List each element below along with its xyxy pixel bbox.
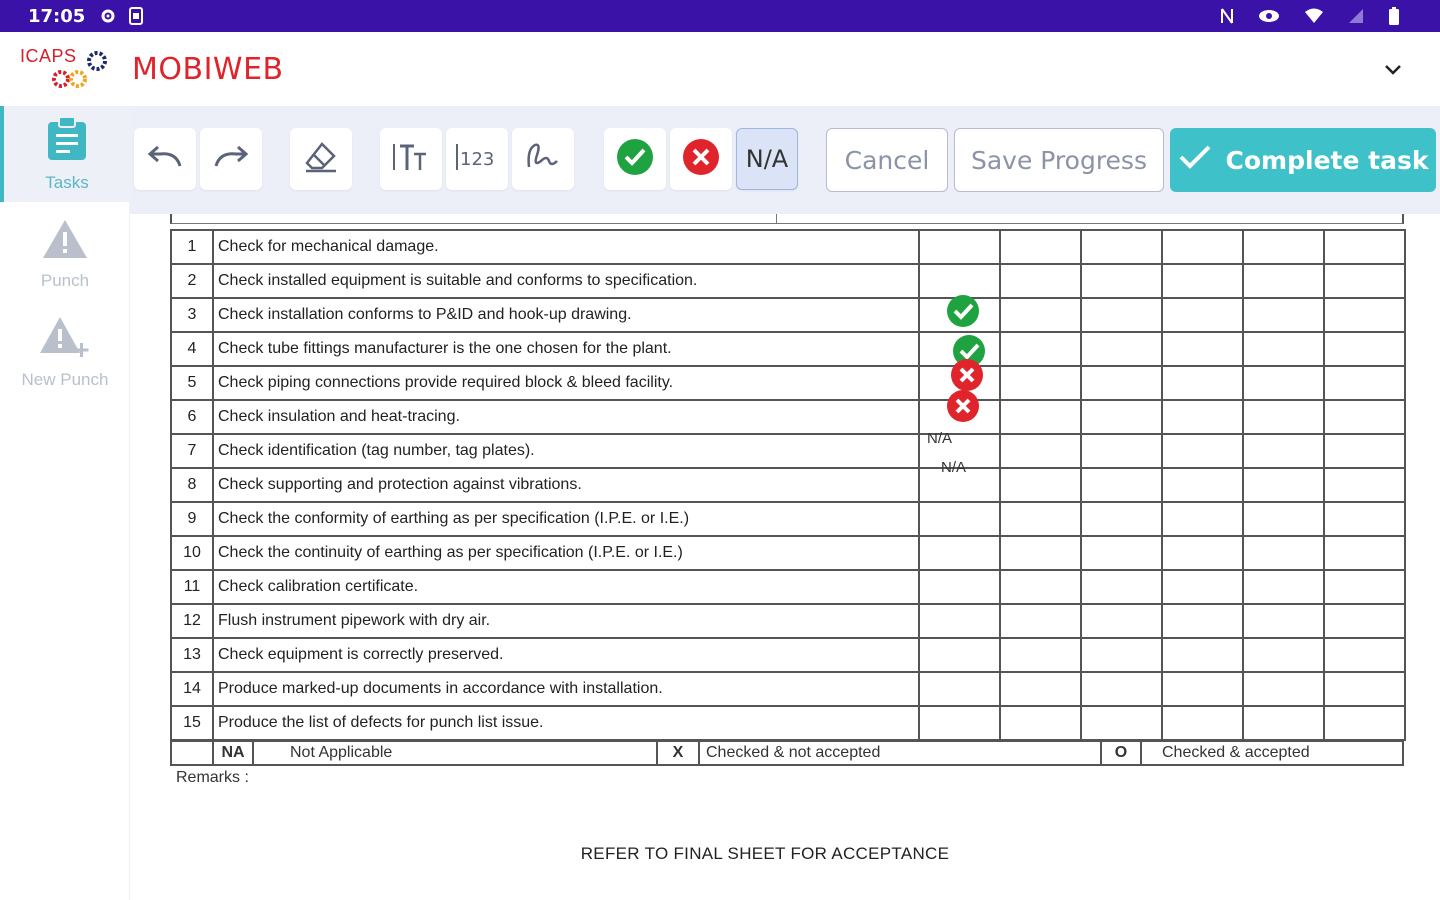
- mark-cell[interactable]: [1162, 332, 1243, 366]
- mark-cell[interactable]: [919, 230, 1000, 264]
- mark-cell[interactable]: [1243, 400, 1324, 434]
- mark-cell[interactable]: [1324, 264, 1405, 298]
- checklist-row: [171, 298, 1405, 332]
- mark-cell[interactable]: [1324, 604, 1405, 638]
- mark-cell[interactable]: [1324, 536, 1405, 570]
- logo-text: ICAPS: [20, 46, 77, 66]
- na-button[interactable]: N/A: [736, 128, 798, 190]
- row-number: 5: [171, 366, 213, 400]
- checklist-row: [171, 706, 1405, 740]
- legend-o-code: O: [1101, 741, 1141, 765]
- check-accept-button[interactable]: [604, 128, 666, 190]
- mark-cell[interactable]: [1162, 638, 1243, 672]
- app-header: [0, 32, 1440, 106]
- mark-cell[interactable]: [1081, 672, 1162, 706]
- mark-cell[interactable]: [1081, 400, 1162, 434]
- mark-cell[interactable]: [1162, 230, 1243, 264]
- checklist-row: [171, 434, 1405, 468]
- checklist-table: [170, 229, 1406, 741]
- legend-na-code: NA: [213, 741, 253, 765]
- mark-cell[interactable]: [1243, 230, 1324, 264]
- row-description: Check insulation and heat-tracing.: [213, 400, 919, 434]
- mark-cell[interactable]: [1162, 502, 1243, 536]
- checklist-row: [171, 400, 1405, 434]
- mark-cell[interactable]: [1000, 536, 1081, 570]
- row-number: 1: [171, 230, 213, 264]
- mark-cell[interactable]: [1243, 264, 1324, 298]
- doc-border: [776, 214, 1404, 224]
- rail-label-tasks: Tasks: [45, 172, 89, 192]
- row-description: Check installed equipment is suitable and conforms to specification.: [213, 264, 919, 298]
- legend-table: [170, 740, 1404, 766]
- mark-cell[interactable]: [1162, 400, 1243, 434]
- row-description: Produce marked-up documents in accordance with installation.: [213, 672, 919, 706]
- status-time: 17:05: [28, 5, 86, 27]
- row-number: 12: [171, 604, 213, 638]
- row-description: Check piping connections provide required block & bleed facility.: [213, 366, 919, 400]
- settings-gear-icon: [99, 7, 117, 25]
- legend-o-text: Checked & accepted: [1141, 741, 1403, 765]
- refer-note: REFER TO FINAL SHEET FOR ACCEPTANCE: [580, 844, 950, 863]
- mark-cell[interactable]: [919, 706, 1000, 740]
- mark-cell[interactable]: [1081, 604, 1162, 638]
- row-number: 15: [171, 706, 213, 740]
- clipboard-icon: [46, 116, 88, 167]
- mark-cell[interactable]: [1243, 332, 1324, 366]
- mark-cell[interactable]: [1081, 502, 1162, 536]
- row-description: Check installation conforms to P&ID and hook-up drawing.: [213, 298, 919, 332]
- row-number: 7: [171, 434, 213, 468]
- undo-button[interactable]: [134, 128, 196, 190]
- mark-cell[interactable]: [1243, 570, 1324, 604]
- mark-cell[interactable]: [1243, 706, 1324, 740]
- mark-cell[interactable]: [1162, 434, 1243, 468]
- checklist-row: [171, 604, 1405, 638]
- mark-cell[interactable]: [1081, 536, 1162, 570]
- mark-cell[interactable]: [1162, 366, 1243, 400]
- save-progress-button[interactable]: Save Progress: [954, 128, 1164, 192]
- mark-cell[interactable]: [1000, 604, 1081, 638]
- signal-icon: [1348, 8, 1364, 24]
- row-description: Check calibration certificate.: [213, 570, 919, 604]
- app-brand: MOBIWEB: [132, 52, 284, 87]
- icaps-logo: [20, 44, 112, 94]
- mark-cell[interactable]: [1000, 672, 1081, 706]
- row-description: Check for mechanical damage.: [213, 230, 919, 264]
- redo-button[interactable]: [200, 128, 262, 190]
- row-description: Check the conformity of earthing as per specification (I.P.E. or I.E.): [213, 502, 919, 536]
- checklist-row: [171, 468, 1405, 502]
- row-description: Check tube fittings manufacturer is the one chosen for the plant.: [213, 332, 919, 366]
- rail-item-punch[interactable]: [0, 206, 130, 302]
- mark-cell[interactable]: [1324, 298, 1405, 332]
- mark-cell[interactable]: [919, 604, 1000, 638]
- warning-icon: [41, 218, 89, 265]
- rail-label-new-punch: New Punch: [21, 369, 109, 389]
- text-size-icon: [392, 142, 430, 177]
- row-description: Check the continuity of earthing as per specification (I.P.E. or I.E.): [213, 536, 919, 570]
- mark-cell[interactable]: [1081, 332, 1162, 366]
- mark-cell[interactable]: [1243, 366, 1324, 400]
- mark-cell[interactable]: [1324, 400, 1405, 434]
- mark-cell[interactable]: [1000, 366, 1081, 400]
- mark-cell[interactable]: [1324, 434, 1405, 468]
- mark-cell[interactable]: [1000, 570, 1081, 604]
- mark-cell[interactable]: [919, 570, 1000, 604]
- mark-cell[interactable]: [1162, 672, 1243, 706]
- mark-cell[interactable]: [919, 536, 1000, 570]
- undo-icon: [146, 144, 184, 175]
- checklist-row: [171, 502, 1405, 536]
- rail-label-punch: Punch: [40, 270, 90, 290]
- checklist-row: [171, 366, 1405, 400]
- mark-cell[interactable]: [1162, 604, 1243, 638]
- mark-cell[interactable]: [1243, 468, 1324, 502]
- mark-cell[interactable]: [919, 264, 1000, 298]
- mark-cell[interactable]: [1162, 468, 1243, 502]
- legend-x-text: Checked & not accepted: [699, 741, 1101, 765]
- mark-cell[interactable]: [1000, 638, 1081, 672]
- mark-cell[interactable]: [1000, 230, 1081, 264]
- mark-cell[interactable]: [1081, 638, 1162, 672]
- mark-cell[interactable]: [1081, 366, 1162, 400]
- signature-tool-button[interactable]: [512, 128, 574, 190]
- mark-cell[interactable]: [1324, 672, 1405, 706]
- row-description: Check equipment is correctly preserved.: [213, 638, 919, 672]
- annotation-toolbar: [130, 106, 1440, 214]
- legend-x-code: X: [657, 741, 699, 765]
- mark-cell[interactable]: [1243, 672, 1324, 706]
- mark-cell[interactable]: [1324, 502, 1405, 536]
- mark-cell[interactable]: [1081, 298, 1162, 332]
- mark-cell[interactable]: [1081, 570, 1162, 604]
- mark-cell[interactable]: [1243, 604, 1324, 638]
- mark-cell[interactable]: [919, 502, 1000, 536]
- mark-cell[interactable]: [1162, 570, 1243, 604]
- row-description: Flush instrument pipework with dry air.: [213, 604, 919, 638]
- reject-stamp-icon[interactable]: [950, 358, 984, 392]
- warning-add-icon: [38, 315, 92, 364]
- reject-stamp-icon[interactable]: [946, 389, 980, 423]
- battery-icon: [1388, 7, 1400, 25]
- number-tool-button[interactable]: [446, 128, 508, 190]
- legend-spacer: [171, 741, 213, 765]
- mark-cell[interactable]: [1324, 332, 1405, 366]
- row-description: Check identification (tag number, tag plates).: [213, 434, 919, 468]
- mark-cell[interactable]: [1000, 264, 1081, 298]
- left-nav-rail: [0, 106, 130, 900]
- checklist-row: [171, 672, 1405, 706]
- close-circle-icon: [682, 138, 720, 181]
- mark-cell[interactable]: [1243, 638, 1324, 672]
- mark-cell[interactable]: [1162, 264, 1243, 298]
- mark-cell[interactable]: [919, 638, 1000, 672]
- row-number: 13: [171, 638, 213, 672]
- legend-na-text: Not Applicable: [253, 741, 657, 765]
- mark-cell[interactable]: [1243, 536, 1324, 570]
- signature-icon: [525, 141, 561, 178]
- mark-cell[interactable]: [1324, 570, 1405, 604]
- row-number: 14: [171, 672, 213, 706]
- mark-cell[interactable]: [1162, 536, 1243, 570]
- chevron-down-icon[interactable]: [1382, 58, 1404, 80]
- row-description: Check supporting and protection against vibrations.: [213, 468, 919, 502]
- mark-cell[interactable]: [1324, 706, 1405, 740]
- mark-cell[interactable]: [1000, 332, 1081, 366]
- row-number: 11: [171, 570, 213, 604]
- mark-cell[interactable]: [919, 672, 1000, 706]
- na-stamp[interactable]: N/A: [941, 459, 967, 476]
- text-tool-button[interactable]: [380, 128, 442, 190]
- mark-cell[interactable]: [1243, 298, 1324, 332]
- mark-cell[interactable]: [1081, 706, 1162, 740]
- checklist-row: [171, 332, 1405, 366]
- checklist-row: [171, 536, 1405, 570]
- mark-cell[interactable]: [1000, 400, 1081, 434]
- row-description: Produce the list of defects for punch list issue.: [213, 706, 919, 740]
- rail-item-new-punch[interactable]: [0, 304, 130, 400]
- cancel-button[interactable]: Cancel: [826, 128, 948, 192]
- number-icon: [455, 142, 499, 177]
- mark-cell[interactable]: [1000, 502, 1081, 536]
- mark-cell[interactable]: [1000, 434, 1081, 468]
- mark-cell[interactable]: [1000, 706, 1081, 740]
- mark-cell[interactable]: [1081, 468, 1162, 502]
- mark-cell[interactable]: [1243, 502, 1324, 536]
- mark-cell[interactable]: [1324, 638, 1405, 672]
- rail-item-tasks[interactable]: [0, 106, 130, 202]
- mark-cell[interactable]: [1162, 298, 1243, 332]
- row-number: 9: [171, 502, 213, 536]
- redo-icon: [212, 144, 250, 175]
- checklist-row: [171, 230, 1405, 264]
- row-number: 2: [171, 264, 213, 298]
- mark-cell[interactable]: [1081, 434, 1162, 468]
- complete-task-button[interactable]: [1170, 128, 1436, 192]
- sim-card-icon: [129, 7, 143, 25]
- checklist-row: [171, 570, 1405, 604]
- doc-border: [170, 214, 778, 224]
- reject-button[interactable]: [670, 128, 732, 190]
- check-stamp-icon[interactable]: [946, 294, 980, 328]
- checkmark-icon: [1178, 144, 1212, 176]
- checklist-row: [171, 638, 1405, 672]
- mark-cell[interactable]: [1081, 264, 1162, 298]
- checklist-document: [170, 214, 1404, 900]
- svg-text:123: 123: [460, 148, 495, 170]
- mark-cell[interactable]: [1000, 298, 1081, 332]
- eraser-button[interactable]: [290, 128, 352, 190]
- status-bar: [0, 0, 1440, 32]
- mark-cell[interactable]: [1324, 468, 1405, 502]
- row-number: 6: [171, 400, 213, 434]
- complete-task-label: Complete task: [1225, 145, 1429, 175]
- eraser-icon: [304, 141, 338, 178]
- check-circle-icon: [616, 138, 654, 181]
- na-stamp[interactable]: N/A: [927, 430, 953, 447]
- checklist-row: [171, 264, 1405, 298]
- row-number: 3: [171, 298, 213, 332]
- mark-cell[interactable]: [1081, 230, 1162, 264]
- row-number: 4: [171, 332, 213, 366]
- row-number: 8: [171, 468, 213, 502]
- mark-cell[interactable]: [1000, 468, 1081, 502]
- wifi-icon: [1304, 8, 1324, 24]
- mark-cell[interactable]: [1324, 230, 1405, 264]
- mark-cell[interactable]: [1324, 366, 1405, 400]
- nfc-icon: [1220, 7, 1234, 25]
- remarks-label: Remarks :: [176, 769, 249, 786]
- eye-icon: [1258, 8, 1280, 24]
- mark-cell[interactable]: [1243, 434, 1324, 468]
- mark-cell[interactable]: [1162, 706, 1243, 740]
- row-number: 10: [171, 536, 213, 570]
